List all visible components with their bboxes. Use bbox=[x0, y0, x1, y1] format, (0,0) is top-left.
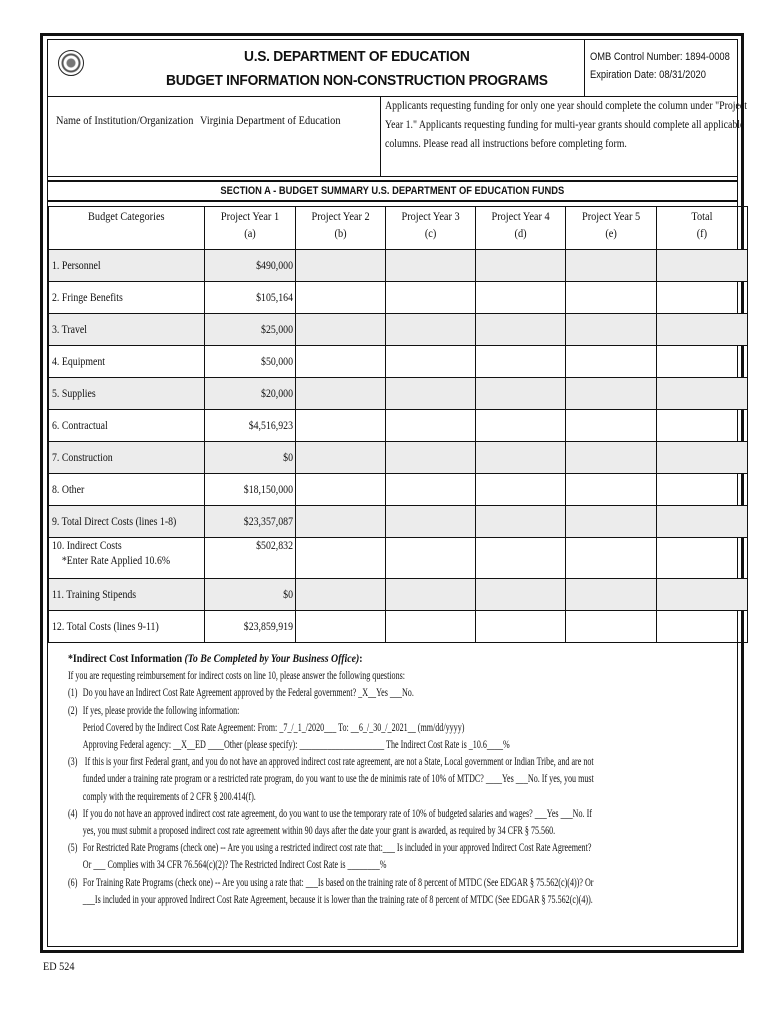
column-header: Project Year 1 (a) bbox=[204, 207, 295, 250]
indirect-cost-line: Approving Federal agency: __X__ED ____Other (please specify): _____________________ The Indirect Cost Rate is _10.6____% bbox=[82, 737, 510, 752]
budget-category: 8. Other bbox=[49, 474, 205, 506]
empty-cell[interactable] bbox=[295, 579, 385, 611]
budget-category: 12. Total Costs (lines 9-11) bbox=[49, 611, 205, 643]
empty-cell[interactable] bbox=[385, 250, 475, 282]
empty-cell[interactable] bbox=[385, 282, 475, 314]
empty-cell[interactable] bbox=[657, 611, 748, 643]
table-row bbox=[49, 538, 748, 579]
empty-cell[interactable] bbox=[475, 282, 565, 314]
empty-cell[interactable] bbox=[566, 250, 657, 282]
omb-info bbox=[584, 40, 749, 96]
form-frame bbox=[40, 33, 748, 953]
empty-cell[interactable] bbox=[475, 378, 565, 410]
budget-category: 2. Fringe Benefits bbox=[49, 282, 205, 314]
indirect-cost-line: Or ___ Complies with 34 CFR 76.564(c)(2)? The Restricted Indirect Cost Rate is ________% bbox=[82, 857, 387, 872]
form-inner-border bbox=[47, 39, 748, 947]
empty-cell[interactable] bbox=[295, 314, 385, 346]
year1-amount[interactable]: $20,000 bbox=[204, 378, 295, 410]
empty-cell[interactable] bbox=[385, 442, 475, 474]
budget-category: 3. Travel bbox=[49, 314, 205, 346]
empty-cell[interactable] bbox=[566, 538, 657, 579]
empty-cell[interactable] bbox=[566, 282, 657, 314]
empty-cell[interactable] bbox=[295, 282, 385, 314]
institution-name: Virginia Department of Education bbox=[200, 113, 341, 127]
budget-category: 4. Equipment bbox=[49, 346, 205, 378]
note-line: Year 1." Applicants requesting funding for multi-year grants should complete all applicable bbox=[385, 117, 745, 131]
empty-cell[interactable] bbox=[385, 378, 475, 410]
omb-control-number: OMB Control Number: 1894-0008 bbox=[590, 51, 730, 63]
empty-cell[interactable] bbox=[385, 474, 475, 506]
empty-cell[interactable] bbox=[385, 314, 475, 346]
budget-category: 10. Indirect Costs *Enter Rate Applied 10.6% bbox=[49, 538, 205, 579]
table-header-row bbox=[49, 207, 748, 250]
note-line: Applicants requesting funding for only one year should complete the column under "Project bbox=[385, 98, 748, 112]
column-header: Project Year 5 (e) bbox=[566, 207, 657, 250]
table-row bbox=[49, 378, 748, 410]
year1-amount[interactable]: $50,000 bbox=[204, 346, 295, 378]
empty-cell[interactable] bbox=[566, 410, 657, 442]
empty-cell[interactable] bbox=[385, 346, 475, 378]
empty-cell[interactable] bbox=[295, 378, 385, 410]
indirect-cost-line: comply with the requirements of 2 CFR § 200.414(f). bbox=[82, 788, 256, 803]
indirect-cost-line: funded under a training rate program or a restricted rate program, do you want to use the de minimis rate of 10% of MTDC? ____Yes ___No. If yes, you must bbox=[82, 771, 594, 786]
empty-cell[interactable] bbox=[566, 506, 657, 538]
institution-label: Name of Institution/Organization bbox=[56, 113, 194, 127]
indirect-cost-line: ___Is included in your approved Indirect Cost Rate Agreement, because it is lower than the training rate of 8 percent of MTDC (See EDGAR § 75.562(c)(4)). bbox=[82, 891, 593, 906]
column-header: Total (f) bbox=[657, 207, 748, 250]
table-row bbox=[49, 474, 748, 506]
empty-cell[interactable] bbox=[657, 314, 748, 346]
empty-cell[interactable] bbox=[566, 442, 657, 474]
empty-cell[interactable] bbox=[657, 346, 748, 378]
empty-cell[interactable] bbox=[475, 538, 565, 579]
empty-cell[interactable] bbox=[295, 611, 385, 643]
empty-cell[interactable] bbox=[657, 442, 748, 474]
empty-cell[interactable] bbox=[475, 410, 565, 442]
expiration-date: Expiration Date: 08/31/2020 bbox=[590, 69, 706, 81]
empty-cell[interactable] bbox=[657, 506, 748, 538]
empty-cell[interactable] bbox=[657, 410, 748, 442]
empty-cell[interactable] bbox=[475, 314, 565, 346]
table-row bbox=[49, 314, 748, 346]
empty-cell[interactable] bbox=[657, 282, 748, 314]
empty-cell[interactable] bbox=[566, 579, 657, 611]
indirect-cost-line: yes, you must submit a proposed indirect cost rate agreement within 90 days after the date your grant is awarded, as required by 34 CFR § 75.560. bbox=[82, 823, 556, 838]
table-row bbox=[49, 346, 748, 378]
indirect-cost-line: (5) For Restricted Rate Programs (check one) -- Are you using a restricted indirect cost rate that:___ Is included in your approved Indirect Cost Rate Agreement? bbox=[68, 840, 592, 855]
empty-cell[interactable] bbox=[295, 346, 385, 378]
column-header: Project Year 4 (d) bbox=[475, 207, 565, 250]
department-title: U.S. DEPARTMENT OF EDUCATION bbox=[244, 48, 470, 65]
section-a-title: SECTION A - BUDGET SUMMARY U.S. DEPARTMENT OF EDUCATION FUNDS bbox=[48, 180, 737, 202]
column-header: Project Year 2 (b) bbox=[295, 207, 385, 250]
column-header: Project Year 3 (c) bbox=[385, 207, 475, 250]
budget-summary-table bbox=[48, 206, 748, 643]
indirect-cost-information bbox=[68, 650, 748, 908]
empty-cell[interactable] bbox=[657, 538, 748, 579]
year1-amount[interactable]: $502,832 bbox=[204, 538, 295, 579]
instructions-note bbox=[380, 96, 749, 176]
empty-cell[interactable] bbox=[295, 506, 385, 538]
indirect-cost-heading: *Indirect Cost Information (To Be Completed by Your Business Office): bbox=[68, 651, 363, 665]
empty-cell[interactable] bbox=[566, 346, 657, 378]
year1-amount[interactable]: $490,000 bbox=[204, 250, 295, 282]
indirect-cost-line: (1) Do you have an Indirect Cost Rate Agreement approved by the Federal government? _X__Yes ___No. bbox=[68, 685, 414, 700]
empty-cell[interactable] bbox=[295, 442, 385, 474]
budget-category: 9. Total Direct Costs (lines 1-8) bbox=[49, 506, 205, 538]
empty-cell[interactable] bbox=[475, 506, 565, 538]
table-row bbox=[49, 506, 748, 538]
empty-cell[interactable] bbox=[657, 579, 748, 611]
budget-category: 1. Personnel bbox=[49, 250, 205, 282]
empty-cell[interactable] bbox=[295, 250, 385, 282]
indirect-cost-line: If you are requesting reimbursement for indirect costs on line 10, please answer the following questions: bbox=[68, 668, 406, 683]
budget-category: 7. Construction bbox=[49, 442, 205, 474]
empty-cell[interactable] bbox=[475, 442, 565, 474]
table-row bbox=[49, 579, 748, 611]
year1-amount[interactable]: $23,357,087 bbox=[204, 506, 295, 538]
empty-cell[interactable] bbox=[385, 579, 475, 611]
indirect-cost-line: (2) If yes, please provide the following information: bbox=[68, 702, 240, 717]
column-header: Budget Categories bbox=[49, 207, 205, 250]
year1-amount[interactable]: $18,150,000 bbox=[204, 474, 295, 506]
empty-cell[interactable] bbox=[566, 474, 657, 506]
empty-cell[interactable] bbox=[385, 611, 475, 643]
form-title: BUDGET INFORMATION NON-CONSTRUCTION PROGRAMS bbox=[166, 72, 548, 89]
empty-cell[interactable] bbox=[475, 579, 565, 611]
year1-amount[interactable]: $0 bbox=[204, 442, 295, 474]
empty-cell[interactable] bbox=[566, 611, 657, 643]
empty-cell[interactable] bbox=[566, 378, 657, 410]
budget-category: 11. Training Stipends bbox=[49, 579, 205, 611]
year1-amount[interactable]: $4,516,923 bbox=[204, 410, 295, 442]
empty-cell[interactable] bbox=[295, 474, 385, 506]
budget-category: 5. Supplies bbox=[49, 378, 205, 410]
empty-cell[interactable] bbox=[385, 506, 475, 538]
indirect-cost-line: (4) If you do not have an approved indirect cost rate agreement, do you want to use the temporary rate of 10% of budgeted salaries and wages? ___Yes ___No. If bbox=[68, 805, 592, 820]
empty-cell[interactable] bbox=[295, 538, 385, 579]
year1-amount[interactable]: $105,164 bbox=[204, 282, 295, 314]
empty-cell[interactable] bbox=[475, 611, 565, 643]
table-row bbox=[49, 282, 748, 314]
table-row bbox=[49, 250, 748, 282]
empty-cell[interactable] bbox=[295, 410, 385, 442]
department-seal-icon bbox=[58, 50, 84, 76]
year1-amount[interactable]: $25,000 bbox=[204, 314, 295, 346]
indirect-cost-line: Period Covered by the Indirect Cost Rate Agreement: From: _7_/_1_/2020___ To: __6_/_30_/_2021__ (mm/dd/yyyy) bbox=[82, 719, 465, 734]
table-row bbox=[49, 611, 748, 643]
empty-cell[interactable] bbox=[566, 314, 657, 346]
empty-cell[interactable] bbox=[475, 474, 565, 506]
indirect-cost-line: (6) For Training Rate Programs (check one) -- Are you using a rate that: ___Is based on the training rate of 8 percent of MTDC (See EDGAR § 75.562(c)(4))? Or bbox=[68, 874, 594, 889]
year1-amount[interactable]: $23,859,919 bbox=[204, 611, 295, 643]
empty-cell[interactable] bbox=[475, 346, 565, 378]
empty-cell[interactable] bbox=[385, 410, 475, 442]
empty-cell[interactable] bbox=[657, 378, 748, 410]
form-header bbox=[48, 40, 737, 97]
note-line: columns. Please read all instructions before completing form. bbox=[385, 136, 627, 150]
indirect-cost-line: (3) If this is your first Federal grant, and you do not have an approved indirect cost rate agreement, are not a State, Local government or Indian Tribe, and are not bbox=[68, 754, 594, 769]
year1-amount[interactable]: $0 bbox=[204, 579, 295, 611]
form-id: ED 524 bbox=[43, 959, 75, 973]
table-row bbox=[49, 442, 748, 474]
budget-category: 6. Contractual bbox=[49, 410, 205, 442]
empty-cell[interactable] bbox=[657, 250, 748, 282]
institution-row bbox=[48, 96, 748, 177]
empty-cell[interactable] bbox=[385, 538, 475, 579]
empty-cell[interactable] bbox=[475, 250, 565, 282]
table-row bbox=[49, 410, 748, 442]
empty-cell[interactable] bbox=[657, 474, 748, 506]
